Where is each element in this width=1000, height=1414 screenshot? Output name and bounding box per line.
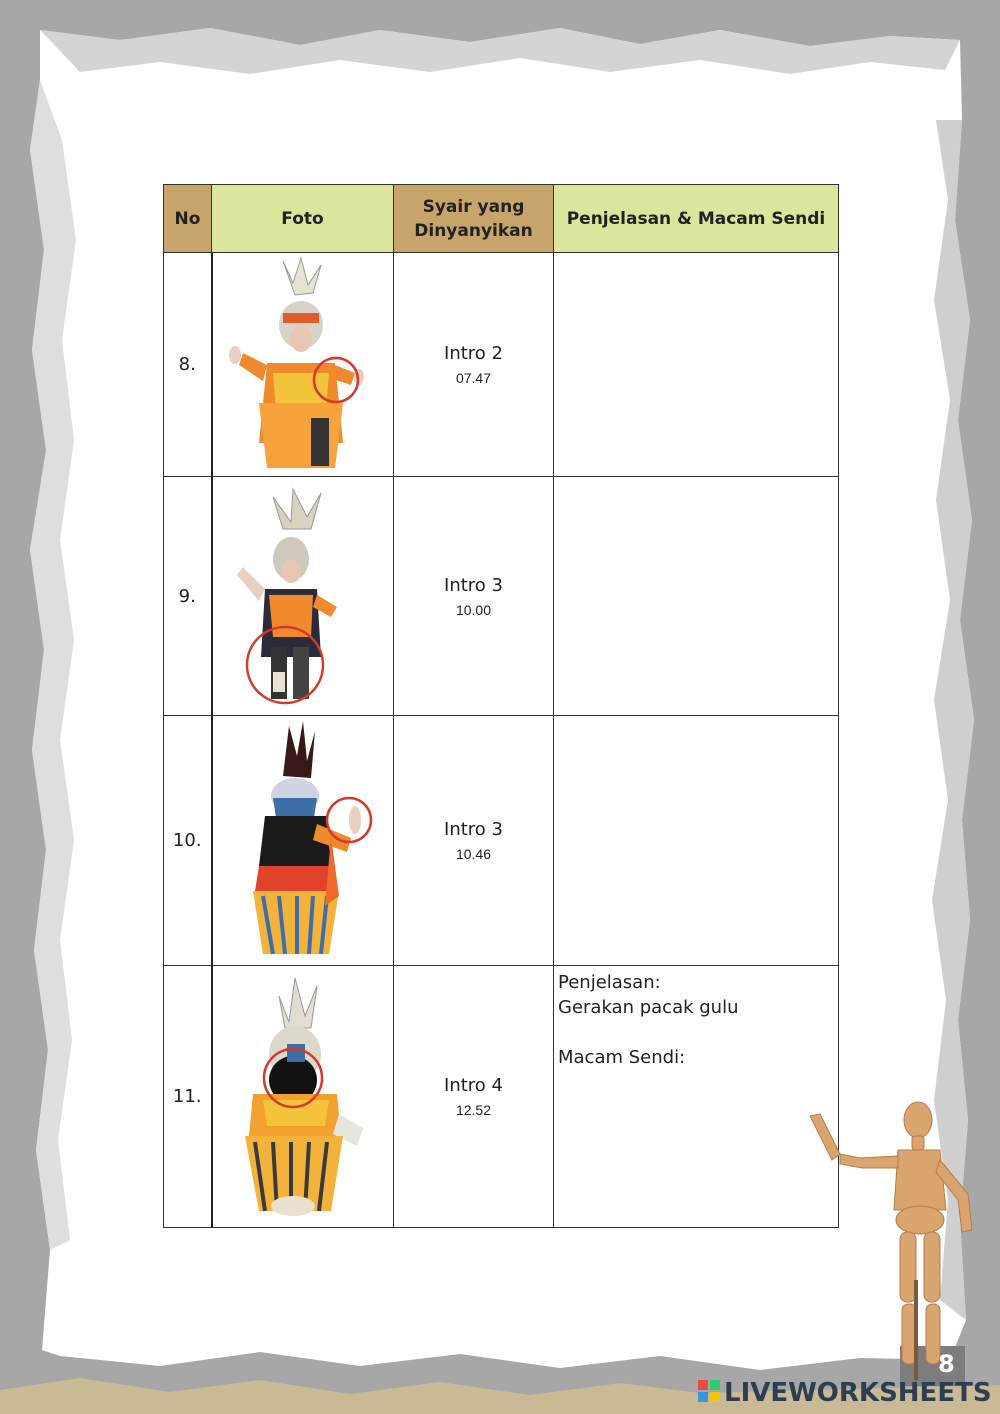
header-foto: Foto bbox=[212, 185, 394, 253]
explanation-text bbox=[554, 253, 838, 261]
wooden-mannequin-illustration bbox=[800, 1100, 1000, 1380]
explanation-text: Penjelasan: Gerakan pacak gulu Macam Sendi: bbox=[558, 972, 739, 1068]
worksheet-table-container bbox=[163, 184, 839, 1223]
lyric-cell bbox=[394, 253, 554, 477]
explanation-input-cell[interactable] bbox=[554, 477, 839, 716]
lyric-cell bbox=[394, 966, 554, 1228]
explanation-text bbox=[554, 477, 838, 485]
explanation-text bbox=[554, 716, 838, 724]
lyric-cell bbox=[394, 477, 554, 716]
dancer-photo bbox=[213, 477, 394, 715]
lyric-label: Intro 3 bbox=[444, 819, 503, 840]
lyric-time: 12.52 bbox=[455, 1102, 492, 1118]
table-row bbox=[164, 477, 839, 716]
header-penjelasan: Penjelasan & Macam Sendi bbox=[554, 185, 839, 253]
dancer-photo-cell bbox=[212, 253, 394, 477]
dancer-photo-cell bbox=[212, 716, 394, 966]
row-number: 10. bbox=[164, 716, 212, 966]
dancer-photo-cell bbox=[212, 966, 394, 1228]
liveworksheets-logo-icon bbox=[698, 1379, 720, 1409]
lyric-time: 10.00 bbox=[455, 601, 492, 618]
dancer-photo-cell bbox=[212, 477, 394, 716]
worksheet-table bbox=[163, 184, 839, 1228]
dancer-photo bbox=[213, 716, 394, 965]
lyric-label: Intro 4 bbox=[444, 1075, 503, 1096]
row-number: 8. bbox=[164, 253, 212, 477]
lyric-cell bbox=[394, 716, 554, 966]
table-row bbox=[164, 716, 839, 966]
lyric-time: 07.47 bbox=[455, 370, 492, 386]
lyric-label: Intro 2 bbox=[444, 343, 503, 364]
page-number: 8 bbox=[938, 1350, 955, 1378]
brand-text: LIVEWORKSHEETS bbox=[724, 1378, 992, 1408]
table-row bbox=[164, 253, 839, 477]
liveworksheets-brand[interactable] bbox=[698, 1378, 992, 1409]
explanation-input-cell[interactable] bbox=[554, 253, 839, 477]
row-number: 9. bbox=[164, 477, 212, 716]
header-syair: Syair yang Dinyanyikan bbox=[394, 185, 554, 253]
lyric-time: 10.46 bbox=[455, 846, 492, 862]
explanation-input-cell[interactable] bbox=[554, 966, 839, 1228]
table-header-row bbox=[164, 185, 839, 253]
lyric-label: Intro 3 bbox=[444, 574, 503, 596]
dancer-photo bbox=[213, 253, 394, 476]
row-number: 11. bbox=[164, 966, 212, 1228]
dancer-photo bbox=[213, 966, 394, 1227]
explanation-input-cell[interactable] bbox=[554, 716, 839, 966]
header-no: No bbox=[164, 185, 212, 253]
table-row bbox=[164, 966, 839, 1228]
